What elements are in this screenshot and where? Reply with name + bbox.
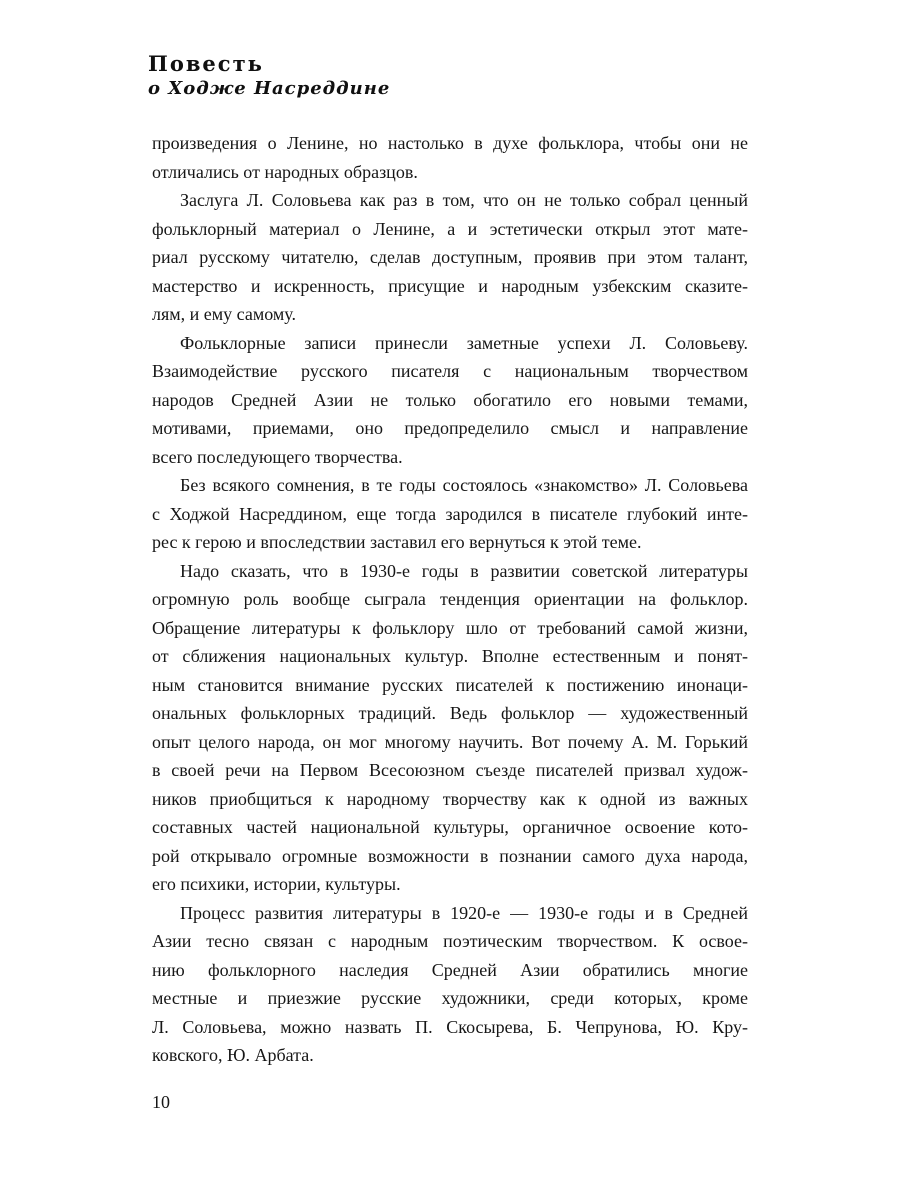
text-line: Процесс развития литературы в 1920-е — 1930-е годы и в Средней xyxy=(180,902,748,923)
text-line: всего последующего творчества. xyxy=(152,446,403,467)
body-text xyxy=(152,129,748,1070)
text-line: Обращение литературы к фольклору шло от требований самой жизни, xyxy=(152,617,748,638)
book-title-line1: Повесть xyxy=(148,51,264,76)
text-line: мотивами, приемами, оно предопределило смысл и направление xyxy=(152,418,748,438)
text-line: Взаимодействие русского писателя с национальным творчеством xyxy=(152,361,748,381)
book-title-line2: о Ходже Насреддине xyxy=(148,78,391,99)
text-line: ковского, Ю. Арбата. xyxy=(152,1045,314,1065)
text-line: Л. Соловьева, можно назвать П. Скосырева, Б. Чепрунова, Ю. Кру- xyxy=(152,1016,748,1037)
text-line: местные и приезжие русские художники, среди которых, кроме xyxy=(152,988,748,1008)
text-line: от сближения национальных культур. Вполне естественным и понят- xyxy=(152,646,748,666)
text-line: с Ходжой Насреддином, еще тогда зародился в писателе глубокий инте- xyxy=(152,503,748,524)
text-line: отличались от народных образцов. xyxy=(152,161,418,182)
text-line: Без всякого сомнения, в те годы состоялось «знакомство» Л. Соловьева xyxy=(180,475,748,495)
text-line: народов Средней Азии не только обогатило его новыми темами, xyxy=(152,389,748,410)
text-line: составных частей национальной культуры, органичное освоение кото- xyxy=(152,817,748,837)
text-line: Фольклорные записи принесли заметные успехи Л. Соловьеву. xyxy=(180,332,748,353)
text-line: лям, и ему самому. xyxy=(152,304,296,324)
text-line: произведения о Ленине, но настолько в духе фольклора, чтобы они не xyxy=(152,133,748,153)
text-line: рес к герою и впоследствии заставил его вернуться к этой теме. xyxy=(152,532,642,552)
text-line: ным становится внимание русских писателей к постижению инонаци- xyxy=(152,674,748,695)
running-head xyxy=(148,52,390,102)
text-line: огромную роль вообще сыграла тенденция ориентации на фольклор. xyxy=(152,589,748,609)
text-line: ников приобщиться к народному творчеству как к одной из важных xyxy=(152,788,748,809)
text-line: мастерство и искренность, присущие и народным узбекским сказите- xyxy=(152,275,748,296)
text-line: ональных фольклорных традиций. Ведь фольклор — художественный xyxy=(152,703,748,723)
text-line: его психики, истории, культуры. xyxy=(152,874,401,894)
text-line: Заслуга Л. Соловьева как раз в том, что он не только собрал ценный xyxy=(180,190,748,210)
text-line: Азии тесно связан с народным поэтическим творчеством. К освое- xyxy=(152,931,748,951)
text-line: рой открывало огромные возможности в познании самого духа народа, xyxy=(152,845,748,866)
text-line: риал русскому читателю, сделав доступным, проявив при этом талант, xyxy=(152,247,748,267)
text-line: в своей речи на Первом Всесоюзном съезде писателей призвал худож- xyxy=(152,760,748,780)
text-line: нию фольклорного наследия Средней Азии обратились многие xyxy=(152,959,748,980)
text-line: Надо сказать, что в 1930-е годы в развитии советской литературы xyxy=(180,560,748,581)
text-line: опыт целого народа, он мог многому научить. Вот почему А. М. Горький xyxy=(152,731,748,752)
page-number: 10 xyxy=(152,1092,170,1112)
text-line: фольклорный материал о Ленине, а и эстетически открыл этот мате- xyxy=(152,218,748,239)
